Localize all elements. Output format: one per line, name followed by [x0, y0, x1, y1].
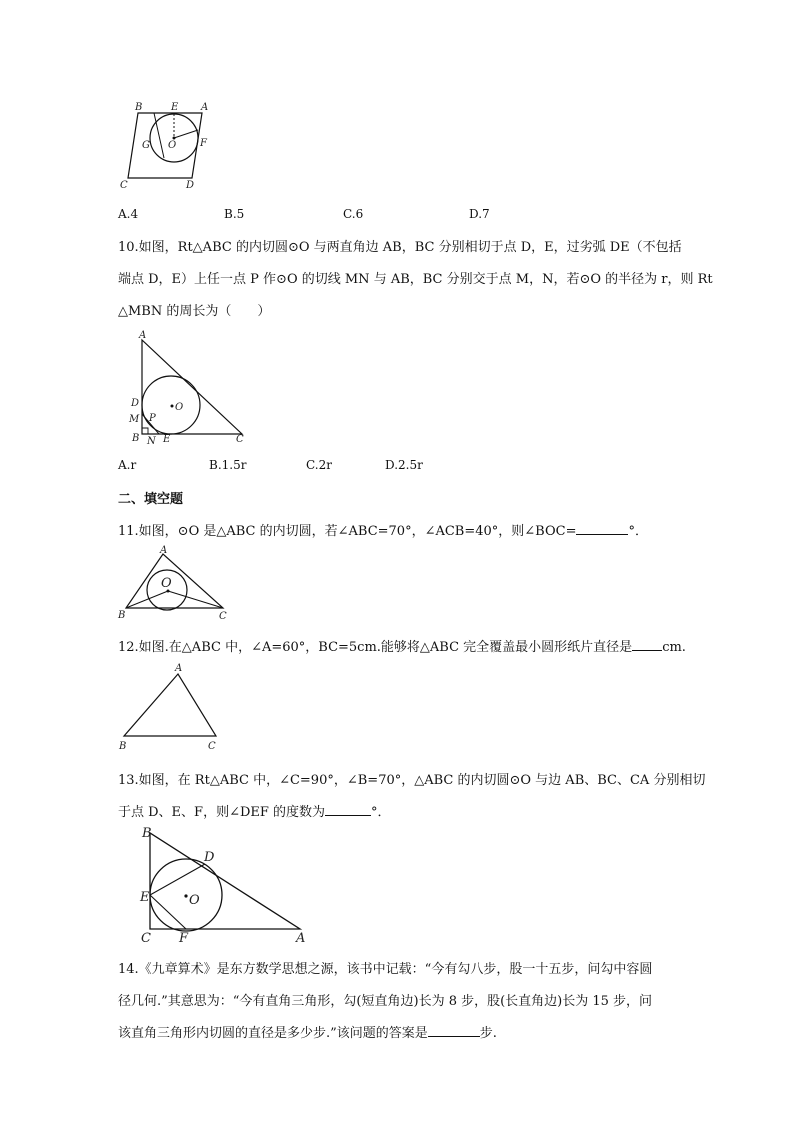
- q11-label-B: B: [118, 610, 126, 621]
- q13-text-after: °．: [371, 805, 391, 820]
- q12-answer-blank[interactable]: [632, 638, 662, 651]
- q13-label-O: O: [189, 893, 200, 908]
- q11-text-after: °．: [628, 524, 648, 539]
- q13-label-A: A: [296, 931, 306, 946]
- q9-label-D: D: [186, 180, 195, 191]
- q10-option-a[interactable]: A.r: [118, 458, 137, 472]
- q13-line-2: [118, 801, 391, 820]
- q11-text-before: 11.如图，⊙O 是△ABC 的内切圆，若∠ABC=70°，∠ACB=40°，则∠BOC=: [118, 524, 577, 539]
- q12-label-A: A: [175, 663, 183, 674]
- q9-option-a[interactable]: A.4: [118, 207, 139, 221]
- q10-line-1: 10.如图，Rt△ABC 的内切圆⊙O 与两直角边 AB，BC 分别相切于点 D，E，过劣弧 DE（不包括: [118, 240, 682, 255]
- q10-label-P: P: [149, 413, 156, 424]
- q12-label-C: C: [208, 741, 216, 752]
- q11-answer-blank[interactable]: [576, 522, 628, 535]
- q13-figure: [136, 823, 311, 948]
- q10-label-C: C: [236, 434, 244, 445]
- q10-label-N: N: [147, 436, 156, 447]
- q12-text-after: cm.: [662, 640, 686, 655]
- q10-line-2: 端点 D，E）上任一点 P 作⊙O 的切线 MN 与 AB，BC 分别交于点 M，N，若⊙O 的半径为 r，则 Rt: [118, 272, 713, 287]
- q14-line-2: 径几何.”其意思为：“今有直角三角形，勾(短直角边)长为 8 步，股(长直角边)长为 15 步，问: [118, 994, 653, 1009]
- q9-option-c[interactable]: C.6: [343, 207, 364, 221]
- q13-answer-blank[interactable]: [325, 803, 371, 816]
- q12-question: [118, 636, 686, 655]
- q12-label-B: B: [119, 741, 127, 752]
- q14-line-1: 14.《九章算术》是东方数学思想之源，该书中记载：“今有勾八步，股一十五步，问勾中容圆: [118, 962, 653, 977]
- q9-option-b[interactable]: B.5: [224, 207, 245, 221]
- q10-option-d[interactable]: D.2.5r: [385, 458, 423, 472]
- q11-label-C: C: [219, 611, 227, 622]
- q14-text-after: 步.: [479, 1026, 497, 1041]
- q10-option-c[interactable]: C.2r: [306, 458, 332, 472]
- q13-label-D: D: [204, 850, 215, 865]
- q10-label-B: B: [132, 433, 140, 444]
- q12-text-before: 12.如图.在△ABC 中，∠A=60°，BC=5cm.能够将△ABC 完全覆盖最小圆形纸片直径是: [118, 640, 633, 655]
- q10-label-D: D: [131, 398, 140, 409]
- q9-label-G: G: [142, 140, 150, 151]
- q9-label-A: A: [201, 102, 209, 113]
- q11-figure: [118, 544, 238, 624]
- q13-line-1: 13.如图，在 Rt△ABC 中，∠C=90°，∠B=70°，△ABC 的内切圆⊙O 与边 AB、BC、CA 分别相切: [118, 773, 706, 788]
- q11-label-O: O: [161, 576, 172, 591]
- q14-answer-blank[interactable]: [428, 1024, 480, 1037]
- q9-label-B: B: [135, 102, 143, 113]
- q13-label-F: F: [179, 931, 189, 946]
- q11-label-A: A: [160, 545, 168, 556]
- q10-line-3: △MBN 的周长为（ ）: [118, 304, 271, 319]
- q13-label-C: C: [141, 931, 151, 946]
- q13-label-B: B: [142, 826, 152, 841]
- q10-label-M: M: [129, 414, 140, 425]
- section-heading-fill-in: 二、填空题: [118, 492, 184, 507]
- q10-label-E: E: [163, 434, 171, 445]
- q9-label-F: F: [200, 138, 207, 149]
- q9-option-d[interactable]: D.7: [469, 207, 490, 221]
- q14-line-3: [118, 1022, 497, 1041]
- q9-label-E: E: [171, 102, 179, 113]
- q9-label-C: C: [120, 180, 128, 191]
- q9-figure: [118, 100, 218, 190]
- q10-option-b[interactable]: B.1.5r: [209, 458, 247, 472]
- q10-label-O: O: [175, 402, 184, 413]
- q14-text-before: 该直角三角形内切圆的直径是多少步.”该问题的答案是: [118, 1026, 428, 1041]
- q12-figure: [118, 660, 228, 755]
- q13-text-before: 于点 D、E、F，则∠DEF 的度数为: [118, 805, 326, 820]
- q9-label-O: O: [168, 140, 177, 151]
- q10-figure: [128, 328, 253, 448]
- q10-label-A: A: [139, 330, 147, 341]
- q11-question: [118, 520, 648, 539]
- q13-label-E: E: [140, 890, 150, 905]
